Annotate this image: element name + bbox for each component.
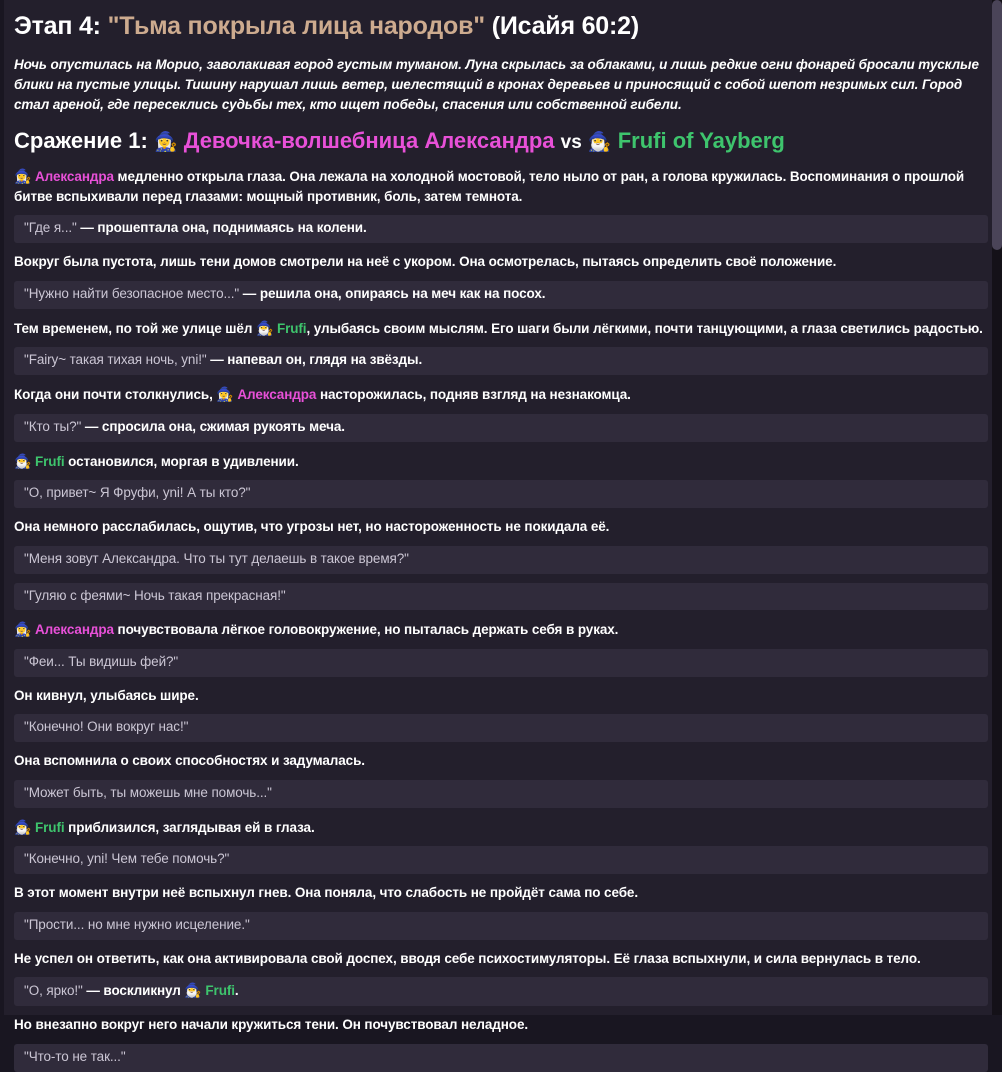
fighter-1-name: Девочка-волшебница Александра <box>183 127 555 153</box>
narration-line: 🧙‍♀️ Александра почувствовала лёгкое головокружение, но пыталась держать себя в руках. <box>14 621 619 638</box>
left-edge-decoration <box>0 0 4 1015</box>
fighter-1-inline-name: Александра <box>35 622 114 638</box>
dialogue-line <box>14 714 988 742</box>
dialogue-line <box>14 977 988 1006</box>
dialogue-attribution-end: . <box>234 983 239 999</box>
dialogue-attribution: — напевал он, глядя на звёзды. <box>206 352 423 368</box>
narration-line: 🧙‍♂️ Frufi приблизился, заглядывая ей в глаза. <box>14 818 315 835</box>
fighter-2-inline-name: Frufi <box>276 320 307 336</box>
dialogue-quote: "Кто ты?" <box>24 418 82 434</box>
fighter-2-inline-name: Frufi <box>205 983 235 999</box>
dialogue-quote: "Гуляю с феями~ Ночь такая прекрасная!" <box>24 587 286 603</box>
dialogue-line <box>14 912 988 940</box>
dialogue-line <box>14 846 988 874</box>
dialogue-quote: "Где я..." <box>24 220 77 236</box>
stage-label: Этап 4: <box>14 12 101 40</box>
narration-line: Она вспомнила о своих способностях и задумалась. <box>14 753 365 769</box>
stage-intro-text: Ночь опустилась на Морио, заволакивая город густым туманом. Луна скрылась за облаками, и лишь редкие огни фонарей бросали тусклые блики на пустые улицы. Тишину нарушал лишь ветер, шелестящий в кронах деревьев и приносящий с собой шепот незримых сил. Город стал ареной, где пересеклись судьбы тех, кто ищет победы, спасения или собственной гибели. <box>14 56 979 113</box>
mage-emoji: 🧙‍♂️ <box>184 982 202 999</box>
dialogue-quote: "Fairy~ такая тихая ночь, yni!" <box>24 352 207 368</box>
vertical-scrollbar[interactable] <box>992 0 1002 1015</box>
mage-emoji: 🧙‍♂️ <box>255 319 274 336</box>
mage-emoji: 🧙‍♂️ <box>587 131 612 153</box>
battle-heading <box>14 128 988 155</box>
dialogue-quote: "Может быть, ты можешь мне помочь..." <box>24 784 272 800</box>
narration-line: Вокруг была пустота, лишь тени домов смотрели на неё с укором. Она осмотрелась, пытаясь определить своё положение. <box>14 254 837 270</box>
fighter-2-inline-name: Frufi <box>35 819 65 835</box>
dialogue-line <box>14 583 988 611</box>
dialogue-attribution: — решила она, опираясь на меч как на посох. <box>239 285 546 301</box>
dialogue-quote: "Феи... Ты видишь фей?" <box>24 654 179 670</box>
dialogue-line <box>14 480 988 508</box>
dialogue-line <box>14 546 988 574</box>
narration-line: Она немного расслабилась, ощутив, что угрозы нет, но настороженность не покидала её. <box>14 519 610 535</box>
dialogue-attribution: — прошептала она, поднимаясь на колени. <box>76 220 367 236</box>
fighter-2-inline-name: Frufi <box>35 453 65 469</box>
dialogue-quote: "Конечно, yni! Чем тебе помочь?" <box>24 851 230 867</box>
scrollbar-thumb[interactable] <box>992 0 1002 250</box>
narration-line: Тем временем, по той же улице шёл 🧙‍♂️ Frufi, улыбаясь своим мыслям. Его шаги были лёгкими, почти танцующими, а глаза светились радостью. <box>14 319 983 336</box>
dialogue-line <box>14 649 988 677</box>
dialogue-line <box>14 780 988 808</box>
narration-line: В этот момент внутри неё вспыхнул гнев. Она поняла, что слабость не пройдёт сама по себе. <box>14 885 638 901</box>
dialogue-attribution: — спросила она, сжимая рукоять меча. <box>81 418 345 434</box>
narration-line: 🧙‍♂️ Frufi остановился, моргая в удивлении. <box>14 452 299 469</box>
dialogue-quote: "О, ярко!" <box>24 983 83 999</box>
dialogue-line <box>14 215 988 243</box>
dialogue-quote: "О, привет~ Я Фруфи, yni! А ты кто?" <box>24 485 251 501</box>
dialogue-attribution: — воскликнул <box>82 983 185 999</box>
battle-label: Сражение 1: <box>14 127 148 153</box>
mage-emoji: 🧙‍♀️ <box>216 386 234 403</box>
story-body <box>14 166 988 1071</box>
versus-label: vs <box>560 131 582 153</box>
dialogue-line <box>14 281 988 309</box>
dialogue-quote: "Что-то не так..." <box>24 1048 126 1064</box>
narration-line: Но внезапно вокруг него начали кружиться тени. Он почувствовал неладное. <box>14 1017 529 1033</box>
dialogue-line <box>14 1044 988 1072</box>
dialogue-quote: "Нужно найти безопасное место..." <box>24 285 240 301</box>
mage-emoji: 🧙‍♂️ <box>14 452 32 469</box>
fighter-2-name: Frufi of Yayberg <box>617 127 785 153</box>
mage-emoji: 🧙‍♀️ <box>153 131 178 153</box>
narration-line: Не успел он ответить, как она активировала свой доспех, вводя себе психостимуляторы. Её глаза вспыхнули, и сила вернулась в тело. <box>14 950 921 966</box>
narration-line: 🧙‍♀️ Александра медленно открыла глаза. Она лежала на холодной мостовой, тело ныло от ран, а голова кружилась. Воспоминания о прошлой битве вспыхивали перед глазами: мощный противник, боль, затем темнота. <box>14 168 965 204</box>
mage-emoji: 🧙‍♂️ <box>14 818 32 835</box>
fighter-1-inline-name: Александра <box>35 169 114 185</box>
fighter-1-inline-name: Александра <box>237 387 317 403</box>
narration-line: Он кивнул, улыбаясь шире. <box>14 687 199 703</box>
page-title <box>14 12 988 41</box>
narration-line: Когда они почти столкнулись, 🧙‍♀️ Александра насторожилась, подняв взгляд на незнакомца. <box>14 386 631 403</box>
dialogue-quote: "Прости... но мне нужно исцеление." <box>24 916 250 932</box>
dialogue-quote: "Меня зовут Александра. Что ты тут делаешь в такое время?" <box>24 550 409 566</box>
dialogue-quote: "Конечно! Они вокруг нас!" <box>24 719 189 735</box>
mage-emoji: 🧙‍♀️ <box>14 621 32 638</box>
stage-reference: (Исайя 60:2) <box>491 12 639 40</box>
dialogue-line <box>14 414 988 442</box>
dialogue-line <box>14 347 988 375</box>
stage-quote: "Тьма покрыла лица народов" <box>107 12 485 40</box>
mage-emoji: 🧙‍♀️ <box>14 168 32 185</box>
